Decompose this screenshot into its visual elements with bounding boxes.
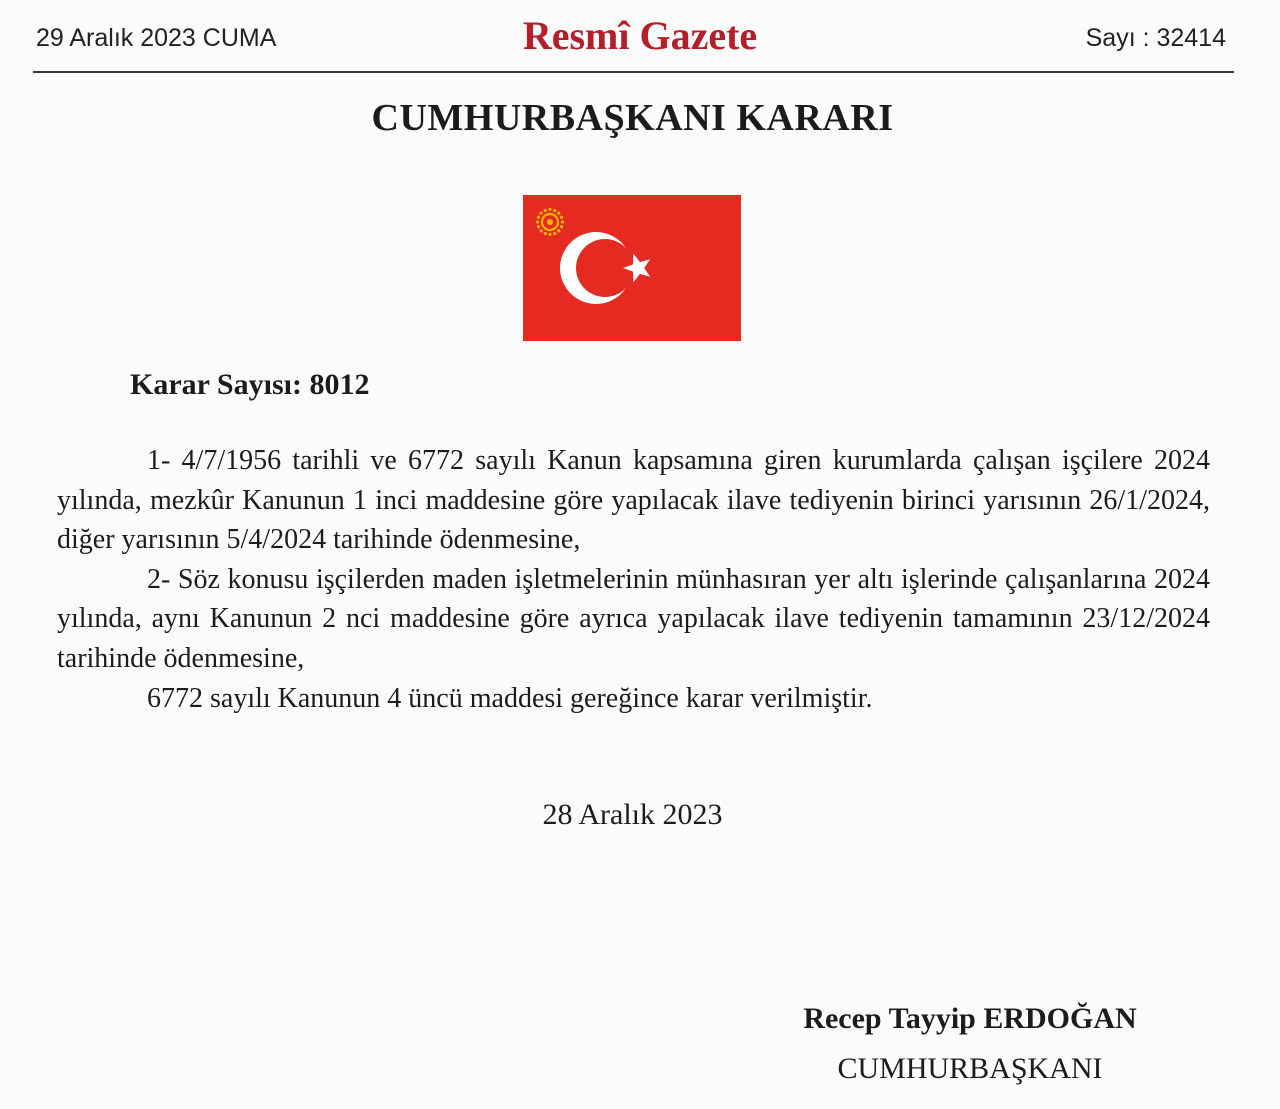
gazette-title: Resmî Gazete xyxy=(522,13,758,58)
turkish-flag-icon xyxy=(523,195,741,341)
decree-date: 28 Aralık 2023 xyxy=(542,798,723,831)
sun-ray xyxy=(553,232,556,235)
decree-article-2: 2- Söz konusu işçilerden maden işletmelerinin münhasıran yer altı işlerinde çalışanlarına 2024 yılında, aynı Kanunun 2 nci maddesine göre ayrıca yapılacak ilave tediyenin tamamının 23/12/2024 tarihinde ödenmesine, xyxy=(57,563,1210,674)
sun-ray xyxy=(557,212,560,215)
sun-ray xyxy=(540,229,543,232)
sun-ray xyxy=(548,233,551,236)
sun-ray xyxy=(544,209,547,212)
sun-ray xyxy=(557,229,560,232)
sun-ray xyxy=(560,225,563,228)
sun-ray xyxy=(560,216,563,219)
sun-ray xyxy=(548,208,551,211)
decree-article-1: 1- 4/7/1956 tarihli ve 6772 sayılı Kanun kapsamına giren kurumlarda çalışan işçilere 2024 yılında, mezkûr Kanunun 1 inci maddesine göre yapılacak ilave tediyenin birinci yarısının 26/1/2024, diğer yarısının 5/4/2024 tarihinde ödenmesine, xyxy=(57,445,1210,556)
decree-body xyxy=(57,441,1210,718)
issue-number: Sayı : 32414 xyxy=(1085,24,1226,52)
signatory-title: CUMHURBAŞKANI xyxy=(837,1052,1103,1085)
sun-ray xyxy=(536,220,539,223)
decision-number: Karar Sayısı: 8012 xyxy=(130,368,370,401)
sun-ray xyxy=(561,220,564,223)
sun-ray xyxy=(537,216,540,219)
header-divider xyxy=(33,71,1234,73)
sun-ray xyxy=(553,209,556,212)
sun-ray xyxy=(537,225,540,228)
signatory-name: Recep Tayyip ERDOĞAN xyxy=(803,1002,1137,1035)
sun-ray xyxy=(544,232,547,235)
publication-date: 29 Aralık 2023 CUMA xyxy=(36,24,277,52)
decree-conclusion: 6772 sayılı Kanunun 4 üncü maddesi gereğince karar verilmiştir. xyxy=(147,682,873,714)
sun-ray xyxy=(540,212,543,215)
decree-heading: CUMHURBAŞKANI KARARI xyxy=(371,97,894,139)
